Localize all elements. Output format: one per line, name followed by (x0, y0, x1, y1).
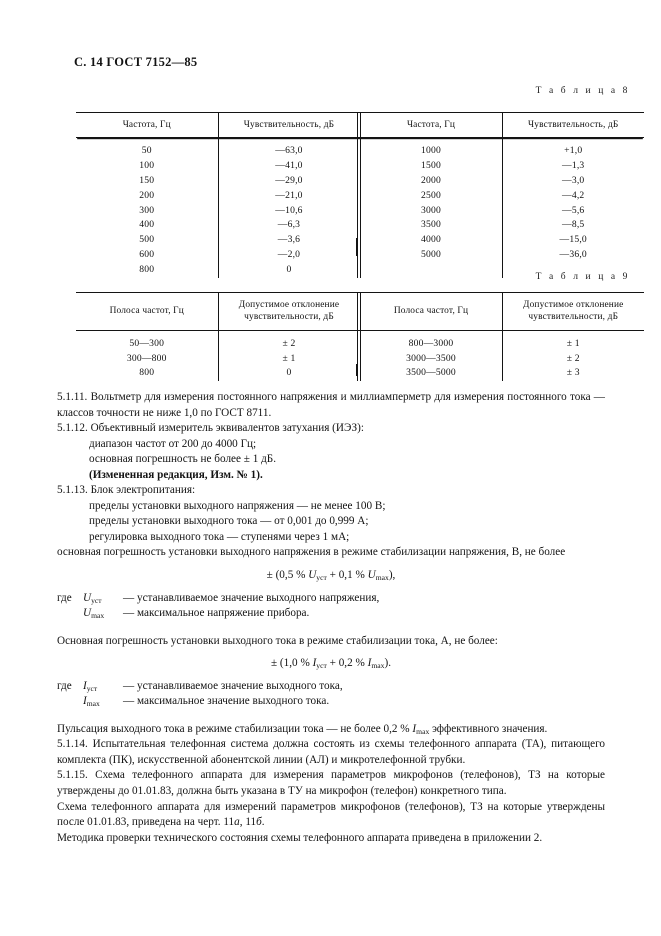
table9-cell: ± 1 (566, 337, 580, 349)
spacer (57, 584, 605, 591)
table8-cell: —21,0 (275, 189, 303, 201)
table9-tail-rule-2a (356, 364, 357, 376)
formula-current-sub-ust: уст (316, 661, 327, 671)
para-5-1-15: 5.1.15. Схема телефонного аппарата для измерения параметров микрофонов (телефонов), ТЗ на которые утверждены до 01.01.83, должна быть указана в ТУ на микрофон (телефон) конкретного типа. (57, 769, 605, 798)
table9-cell: 800 (139, 367, 155, 379)
table8-cell: 800 (139, 263, 155, 275)
table9-dev-left-list (219, 331, 360, 381)
para-5-1-13-a: пределы установки выходного напряжения — не менее 100 В; (89, 499, 386, 512)
table8-cell: 150 (139, 175, 155, 187)
table9-col-band-left (76, 330, 218, 381)
body-text (57, 390, 605, 846)
table9-cell: 800—3000 (408, 337, 454, 349)
table9-header-row (76, 293, 644, 331)
table8-cell: —1,3 (562, 160, 585, 172)
table8-cell: —4,2 (562, 189, 585, 201)
para-scheme-part2: , 11 (239, 816, 257, 829)
table9-col-header-1 (76, 293, 218, 331)
table8-cell: —15,0 (559, 234, 587, 246)
table9-cell: ± 1 (282, 352, 296, 364)
table9-cell: 300—800 (126, 352, 167, 364)
formula-current-mid: + 0,2 % (326, 657, 368, 670)
table8-col-header-3: Частота, Гц (360, 113, 502, 138)
table9-col-dev-left (218, 330, 360, 381)
table8-cell: 2000 (421, 175, 441, 187)
para-5-1-13-d: основная погрешность установки выходного напряжения в режиме стабилизации напряжения, В, не более (57, 546, 566, 559)
para-scheme (57, 800, 605, 831)
table8-col-freq-left (76, 138, 218, 278)
table9-header-text-line1: Допустимое отклонение (523, 300, 624, 310)
table8-col-header-4: Чувствительность, дБ (502, 113, 644, 138)
table9-col-dev-right (502, 330, 644, 381)
table8-cell: 200 (139, 189, 155, 201)
formula-current-symbol-max: I (367, 657, 372, 670)
table8-cell: 3500 (421, 219, 441, 231)
para-scheme-part1: Схема телефонного аппарата для измерений параметров микрофонов (телефонов), ТЗ на которые утверждены после 01.01.83, приведена на черт. 11 (57, 800, 605, 829)
where-symbol-i-max: I (83, 695, 87, 708)
table9-col-header-2 (218, 293, 360, 331)
where-sub-i-ust: уст (86, 683, 98, 693)
table9-col-band-right (360, 330, 502, 381)
para-current-intro: Основная погрешность установки выходного тока в режиме стабилизации тока, А, не более: (57, 634, 498, 647)
table8-cell: —41,0 (275, 160, 303, 172)
where-sub-max: max (91, 611, 105, 621)
table8-caption: Т а б л и ц а 8 (535, 86, 630, 96)
table8-cell: 1500 (421, 160, 441, 172)
table9-header-text-line2: чувствительности, дБ (528, 312, 619, 323)
where-row-i-ust (57, 679, 605, 695)
table9-cell: ± 2 (566, 352, 580, 364)
where-text-i-ust: — устанавливаемое значение выходного тока, (123, 679, 343, 692)
where-text-i-max: — максимальное значение выходного тока. (123, 695, 330, 708)
table8-header-row (76, 113, 644, 138)
formula-voltage-post: ), (388, 569, 396, 582)
table9-cell: 3500—5000 (406, 367, 456, 379)
formula-voltage-symbol-max: U (367, 569, 376, 582)
table8-cell: 5000 (421, 249, 441, 261)
para-5-1-12-b: основная погрешность не более ± 1 дБ. (89, 453, 276, 466)
where-label: где (57, 591, 72, 604)
table9-col-header-4 (502, 293, 644, 331)
table9-tail-rule-3 (502, 364, 503, 376)
spacer (57, 649, 605, 656)
table9-header-text-line1: Допустимое отклонение (238, 300, 340, 310)
where-text-ust: — устанавливаемое значение выходного напряжения, (123, 591, 380, 604)
table8-freq-left-list (76, 138, 218, 277)
table8-caption-wrap (76, 86, 644, 96)
table9-dev-right-list (503, 331, 645, 381)
formula-voltage-sub-max: max (375, 573, 389, 583)
table9-caption: Т а б л и ц а 9 (535, 272, 630, 282)
table8-cell: —5,6 (562, 204, 585, 216)
table9-cell: 0 (286, 367, 292, 379)
table9-header-text: Полоса частот, Гц (109, 306, 184, 317)
formula-current-sub-max: max (371, 661, 385, 671)
where-block-voltage (57, 591, 605, 622)
table9-band-left-list (76, 331, 218, 381)
table9-tail-rule-1 (218, 364, 219, 376)
para-5-1-12-a: диапазон частот от 200 до 4000 Гц; (89, 437, 257, 450)
spacer (57, 672, 605, 679)
para-5-1-13-b: пределы установки выходного тока — от 0,001 до 0,999 А; (89, 515, 369, 528)
para-ripple-sub: max (416, 726, 430, 736)
table8-col-sens-right (502, 138, 644, 278)
table9-tail-rule-2b (360, 364, 361, 376)
formula-current-pre: ± (1,0 % (271, 657, 313, 670)
para-scheme-part3: . (261, 816, 265, 829)
table8-cell: 600 (139, 249, 155, 261)
where-row-i-max (57, 694, 605, 710)
table8-cell: 100 (139, 160, 155, 172)
table8-col-header-1: Частота, Гц (122, 120, 171, 130)
where-label: где (57, 679, 72, 692)
para-ripple-part2: эффективного значения. (429, 722, 548, 735)
table9-cell: 3000—3500 (406, 352, 456, 364)
spacer (57, 710, 605, 722)
table8-cell: —8,5 (562, 219, 585, 231)
para-5-1-13: 5.1.13. Блок электропитания: (57, 484, 196, 497)
formula-voltage-symbol-ust: U (308, 569, 317, 582)
spacer (57, 622, 605, 634)
where-symbol-i-ust: I (83, 679, 87, 692)
table8-col-sens-left (218, 138, 360, 278)
table8-col-header-2: Чувствительность, дБ (218, 113, 360, 138)
table9-header-text-line2: чувствительности, дБ (244, 312, 334, 323)
formula-current (57, 656, 605, 672)
table8-cell: +1,0 (564, 145, 583, 157)
formula-voltage (57, 568, 605, 584)
table8-cell: —6,3 (277, 219, 301, 231)
table8-cell: —36,0 (559, 249, 587, 261)
table8-cell: —29,0 (275, 175, 303, 187)
para-scheme-fig-a: а (234, 816, 240, 829)
formula-current-post: ). (384, 657, 391, 670)
para-5-1-12: 5.1.12. Объективный измеритель эквивалентов затухания (ИЭЗ): (57, 422, 364, 435)
table8-cell: —3,6 (277, 234, 301, 246)
page-header: С. 14 ГОСТ 7152—85 (74, 55, 198, 69)
para-scheme-fig-b: б (256, 816, 262, 829)
table8-cell: 50 (141, 145, 152, 157)
para-ripple-part1: Пульсация выходного тока в режиме стабилизации тока — не более 0,2 % (57, 722, 413, 735)
table8-sens-right-list (503, 138, 645, 263)
table9-cell: ± 2 (282, 337, 296, 349)
table9-col-header-3 (360, 293, 502, 331)
table8-cell: 1000 (421, 145, 441, 157)
where-block-current (57, 679, 605, 710)
table8-tail-rule-2a (356, 238, 357, 256)
para-method: Методика проверки технического состояния схемы телефонного аппарата приведена в приложении 2. (57, 831, 543, 844)
table8-cell: —3,0 (562, 175, 585, 187)
where-row-max (57, 606, 605, 622)
para-ripple (57, 722, 605, 738)
table9-cell: 50—300 (129, 337, 165, 349)
table8-cell: —2,0 (277, 249, 301, 261)
table8-cell: 2500 (421, 189, 441, 201)
table8-cell: 4000 (421, 234, 441, 246)
table8-cell: —63,0 (275, 145, 303, 157)
table9-band-right-list (361, 331, 502, 381)
formula-voltage-sub-ust: уст (316, 573, 327, 583)
table8-cell: 300 (139, 204, 155, 216)
table8-tail-rule-1 (218, 238, 219, 256)
table8-cell: 500 (139, 234, 155, 246)
table8-sens-left-list (219, 138, 360, 277)
table8-tail-rule-2b (360, 238, 361, 256)
table9-caption-wrap (76, 272, 644, 282)
table8-cell: —10,6 (275, 204, 303, 216)
where-sub-ust: уст (91, 595, 102, 605)
para-5-1-14: 5.1.14. Испытательная телефонная система должна состоять из схемы телефонного аппарата (ТА), питающего комплекта (ПК), искусственной абонентской линии (АЛ) и микротелефонной трубки. (57, 738, 605, 766)
table9-cell: ± 3 (566, 367, 580, 379)
table8-col-freq-right (360, 138, 502, 278)
where-sub-i-max: max (86, 699, 100, 709)
table8-cell: 0 (286, 263, 292, 275)
formula-current-symbol-ust: I (312, 657, 317, 670)
spacer (57, 561, 605, 568)
table8-cell: 3000 (421, 204, 441, 216)
where-text-max: — максимальное напряжение прибора. (123, 607, 310, 620)
para-5-1-11: 5.1.11. Вольтметр для измерения постоянного напряжения и миллиамперметр для измерения постоянного тока — классов точности не ниже 1,0 по ГОСТ 8711. (57, 391, 605, 419)
para-changed-edition: (Измененная редакция, Изм. № 1). (89, 468, 263, 481)
para-ripple-symbol: I (412, 722, 417, 735)
table8-cell: 400 (139, 219, 155, 231)
formula-voltage-mid: + 0,1 % (326, 569, 368, 582)
table8-freq-right-list (361, 138, 502, 263)
where-symbol-u-max: U (83, 607, 92, 620)
where-row-ust (57, 591, 605, 607)
table9-header-text: Полоса частот, Гц (393, 306, 469, 317)
table8-body-row (76, 138, 644, 278)
where-symbol-u-ust: U (83, 591, 92, 604)
formula-voltage-pre: ± (0,5 % (266, 569, 309, 582)
para-5-1-13-c: регулировка выходного тока — ступенями через 1 мА; (89, 530, 350, 543)
table8-tail-rule-3 (502, 238, 503, 256)
